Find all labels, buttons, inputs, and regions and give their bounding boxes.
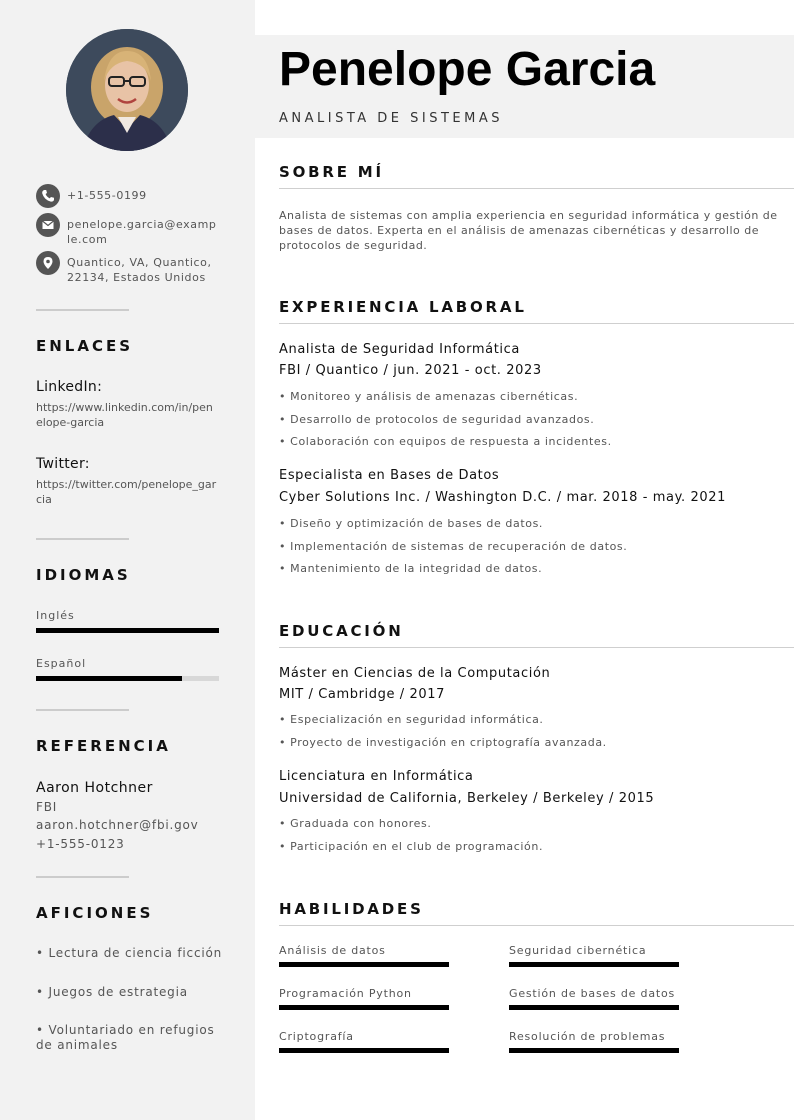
skill-bar [509, 1048, 679, 1053]
hobby-item: • Voluntariado en refugios de animales [36, 1023, 215, 1052]
hobbies-heading: AFICIONES [36, 904, 154, 922]
skill-label: Gestión de bases de datos [509, 987, 676, 1000]
job-bullet: • Mantenimiento de la integridad de datos. [279, 562, 543, 575]
contact-phone-text: +1-555-0199 [67, 189, 147, 202]
job-company: FBI / Quantico / jun. 2021 - oct. 2023 [279, 363, 542, 378]
reference-heading: REFERENCIA [36, 737, 171, 755]
language-english-bar [36, 628, 219, 633]
sidebar-divider [36, 309, 129, 311]
skill-bar [509, 962, 679, 967]
job-bullet: • Diseño y optimización de bases de datos. [279, 517, 544, 530]
about-heading: SOBRE MÍ [279, 163, 384, 181]
linkedin-label: LinkedIn: [36, 379, 103, 395]
experience-heading: EXPERIENCIA LABORAL [279, 298, 527, 316]
candidate-name: Penelope Garcia [279, 43, 656, 96]
section-rule [279, 188, 794, 189]
language-english-bar-fill [36, 628, 219, 633]
profile-photo [66, 29, 188, 151]
languages-heading: IDIOMAS [36, 566, 131, 584]
degree-bullet: • Especialización en seguridad informática. [279, 713, 544, 726]
skill-label: Seguridad cibernética [509, 944, 647, 957]
contact-address-text: Quantico, VA, Quantico, 22134, Estados Unidos [67, 256, 212, 284]
phone-icon [36, 184, 60, 208]
skill-label: Programación Python [279, 987, 412, 1000]
job-title-item: Especialista en Bases de Datos [279, 468, 500, 483]
skills-heading: HABILIDADES [279, 900, 424, 918]
job-bullet: • Implementación de sistemas de recuperación de datos. [279, 540, 628, 553]
contact-address [36, 251, 227, 285]
skill-bar [509, 1005, 679, 1010]
skill-bar [279, 1048, 449, 1053]
section-rule [279, 323, 794, 324]
hobby-item: • Juegos de estrategia [36, 985, 188, 999]
skill-bar [279, 962, 449, 967]
skill-label: Resolución de problemas [509, 1030, 666, 1043]
hobby-item: • Lectura de ciencia ficción [36, 946, 223, 960]
job-bullet: • Colaboración con equipos de respuesta a incidentes. [279, 435, 612, 448]
linkedin-url[interactable]: https://www.linkedin.com/in/penelope-garcia [36, 401, 213, 429]
contact-email [36, 213, 217, 247]
reference-org: FBI [36, 800, 58, 814]
degree-bullet: • Graduada con honores. [279, 817, 432, 830]
degree-bullet: • Proyecto de investigación en criptografía avanzada. [279, 736, 607, 749]
skill-bar [279, 1005, 449, 1010]
envelope-icon [36, 213, 60, 237]
language-spanish-bar-fill [36, 676, 182, 681]
degree-school: MIT / Cambridge / 2017 [279, 687, 445, 702]
degree-bullet: • Participación en el club de programación. [279, 840, 544, 853]
contact-email-text[interactable]: penelope.garcia@example.com [67, 218, 217, 246]
reference-name: Aaron Hotchner [36, 780, 153, 796]
skill-label: Criptografía [279, 1030, 354, 1043]
reference-phone: +1-555-0123 [36, 837, 125, 851]
contact-phone [36, 184, 217, 208]
skill-label: Análisis de datos [279, 944, 386, 957]
language-spanish-label: Español [36, 657, 87, 670]
education-heading: EDUCACIÓN [279, 622, 404, 640]
section-rule [279, 647, 794, 648]
job-title: ANALISTA DE SISTEMAS [279, 111, 504, 126]
job-company: Cyber Solutions Inc. / Washington D.C. / mar. 2018 - may. 2021 [279, 490, 726, 505]
language-english-label: Inglés [36, 609, 75, 622]
degree-title: Licenciatura en Informática [279, 769, 474, 784]
map-pin-icon [36, 251, 60, 275]
language-spanish-bar [36, 676, 219, 681]
twitter-label: Twitter: [36, 456, 90, 472]
about-text: Analista de sistemas con amplia experiencia en seguridad informática y gestión de bases de datos. Experta en el análisis de amenazas cibernéticas y desarrollo de protocolos de seguridad. [279, 209, 778, 252]
twitter-url[interactable]: https://twitter.com/penelope_garcia [36, 478, 217, 506]
job-title-item: Analista de Seguridad Informática [279, 342, 520, 357]
job-bullet: • Desarrollo de protocolos de seguridad avanzados. [279, 413, 595, 426]
degree-school: Universidad de California, Berkeley / Berkeley / 2015 [279, 791, 655, 806]
profile-photo-illustration [66, 29, 188, 151]
degree-title: Máster en Ciencias de la Computación [279, 666, 551, 681]
links-heading: ENLACES [36, 337, 134, 355]
sidebar-divider [36, 876, 129, 878]
section-rule [279, 925, 794, 926]
sidebar-divider [36, 538, 129, 540]
sidebar-divider [36, 709, 129, 711]
reference-email[interactable]: aaron.hotchner@fbi.gov [36, 818, 199, 832]
job-bullet: • Monitoreo y análisis de amenazas cibernéticas. [279, 390, 579, 403]
